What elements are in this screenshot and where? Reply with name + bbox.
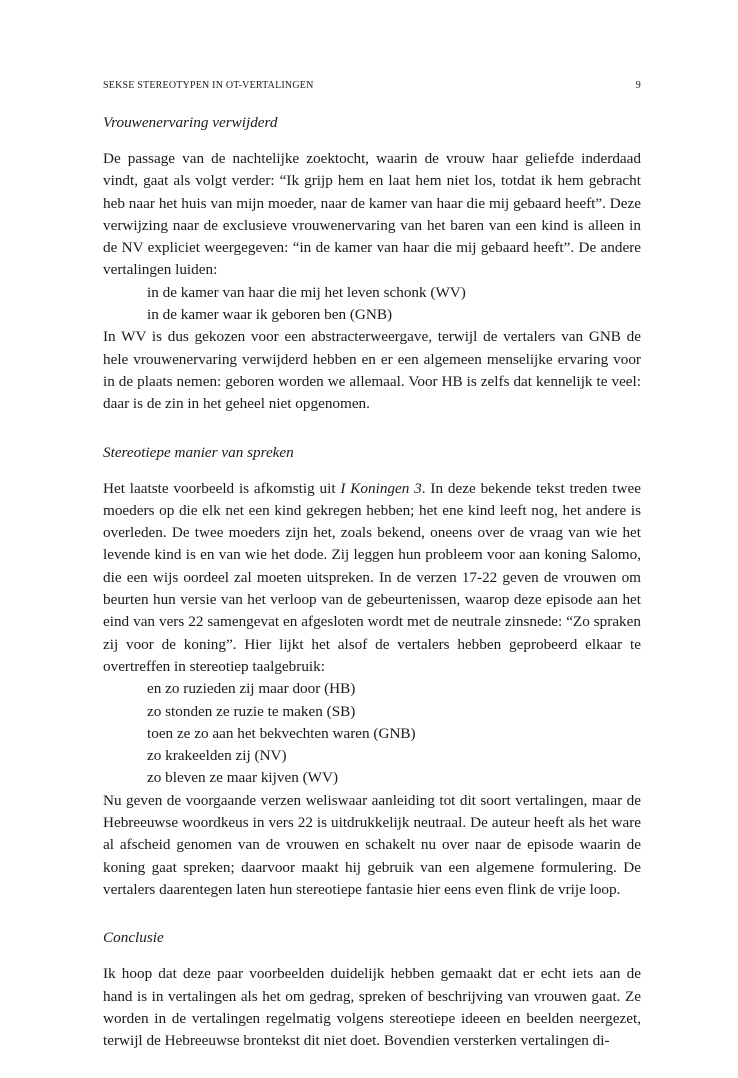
example-line: zo stonden ze ruzie te maken (SB)	[147, 702, 356, 720]
example-line: zo bleven ze maar kijven (WV)	[147, 769, 339, 787]
example-line: in de kamer van haar die mij het leven schonk (WV)	[147, 283, 466, 301]
paragraph	[103, 478, 641, 679]
section-heading: Stereotiepe manier van spreken	[103, 443, 294, 461]
paragraph: In WV is dus gekozen voor een abstracterweergave, terwijl de vertalers van GNB de hele vrouwenervaring verwijderd hebben en er een algemeen menselijke ervaring voor in de plaats nemen: geboren worden we allemaal. Voor HB is zelfs dat kennelijk te veel: daar is de zin in het geheel niet opgenomen.	[103, 328, 641, 413]
example-list	[103, 678, 641, 789]
bible-reference: I Koningen 3	[340, 479, 422, 497]
section-conclusie	[103, 927, 641, 1052]
section-heading: Vrouwenervaring verwijderd	[103, 114, 278, 131]
body-text	[103, 112, 641, 1078]
example-line: en zo ruzieden zij maar door (HB)	[147, 680, 356, 698]
example-line: toen ze zo aan het bekvechten waren (GNB)	[147, 724, 416, 742]
paragraph: Nu geven de voorgaande verzen weliswaar aanleiding tot dit soort vertalingen, maar de Hebreeuwse woordkeus in vers 22 is uitdrukkelijk neutraal. De auteur heeft als het ware al afscheid genomen van de vrouwen en schakelt nu over naar de episode waarin de koning gaat spreken; daarvoor maakt hij gebruik van een algemene formulering. De vertalers daarentegen laten hun stereotiepe fantasie hier eens even flink de vrije loop.	[103, 791, 641, 898]
paragraph-text: . In deze bekende tekst treden twee moeders op die elk net een kind gekregen hebben; het ene kind leeft nog, het andere is overleden. De twee moeders zijn het, zoals bekend, oneens over de vraag van wie het levende kind is en van wie het dode. Zij leggen hun probleem voor aan koning Salomo, die een wijs oordeel zal moeten uitspreken. In de verzen 17-22 geven de vrouwen om beurten hun versie van het verloop van de gebeurtenissen, waarop deze episode aan het eind van vers 22 samengevat en afgesloten wordt met de neutrale zinsnede: “Zo spraken zij voor de koning”. Hier lijkt het alsof de vertalers hebben geprobeerd elkaar te overtreffen in stereotiep taalgebruik:	[103, 479, 641, 675]
running-title: SEKSE STEREOTYPEN IN OT-VERTALINGEN	[103, 80, 314, 91]
paragraph-text: Het laatste voorbeeld is afkomstig uit	[103, 479, 341, 497]
section-stereotiepe-manier	[103, 442, 641, 902]
example-line: zo krakeelden zij (NV)	[147, 747, 287, 765]
paragraph: De passage van de nachtelijke zoektocht, waarin de vrouw haar geliefde inderdaad vindt, gaat als volgt verder: “Ik grijp hem en laat hem niet los, totdat ik hem gebracht heb naar het huis van mijn moeder, naar de kamer van haar die mij gebaard heeft”. Deze verwijzing naar de exclusieve vrouwenervaring van het baren van een kind is alleen in de NV expliciet weergegeven: “in de kamer van haar die mij gebaard heeft”. De andere vertalingen luiden:	[103, 150, 641, 279]
example-line: in de kamer waar ik geboren ben (GNB)	[147, 306, 393, 324]
paragraph: Ik hoop dat deze paar voorbeelden duidelijk hebben gemaakt dat er echt iets aan de hand is in vertalingen als het om gedrag, spreken of beschrijving van vrouwen gaat. Ze worden in de vertalingen regelmatig volgens stereotiepe ideeen en beelden neergezet, terwijl de Hebreeuwse brontekst dit niet doet. Bovendien versterken vertalingen di-	[103, 965, 641, 1050]
section-heading: Conclusie	[103, 929, 164, 947]
section-vrouwenervaring	[103, 112, 641, 416]
example-list	[103, 282, 641, 327]
page-number: 9	[635, 80, 641, 91]
